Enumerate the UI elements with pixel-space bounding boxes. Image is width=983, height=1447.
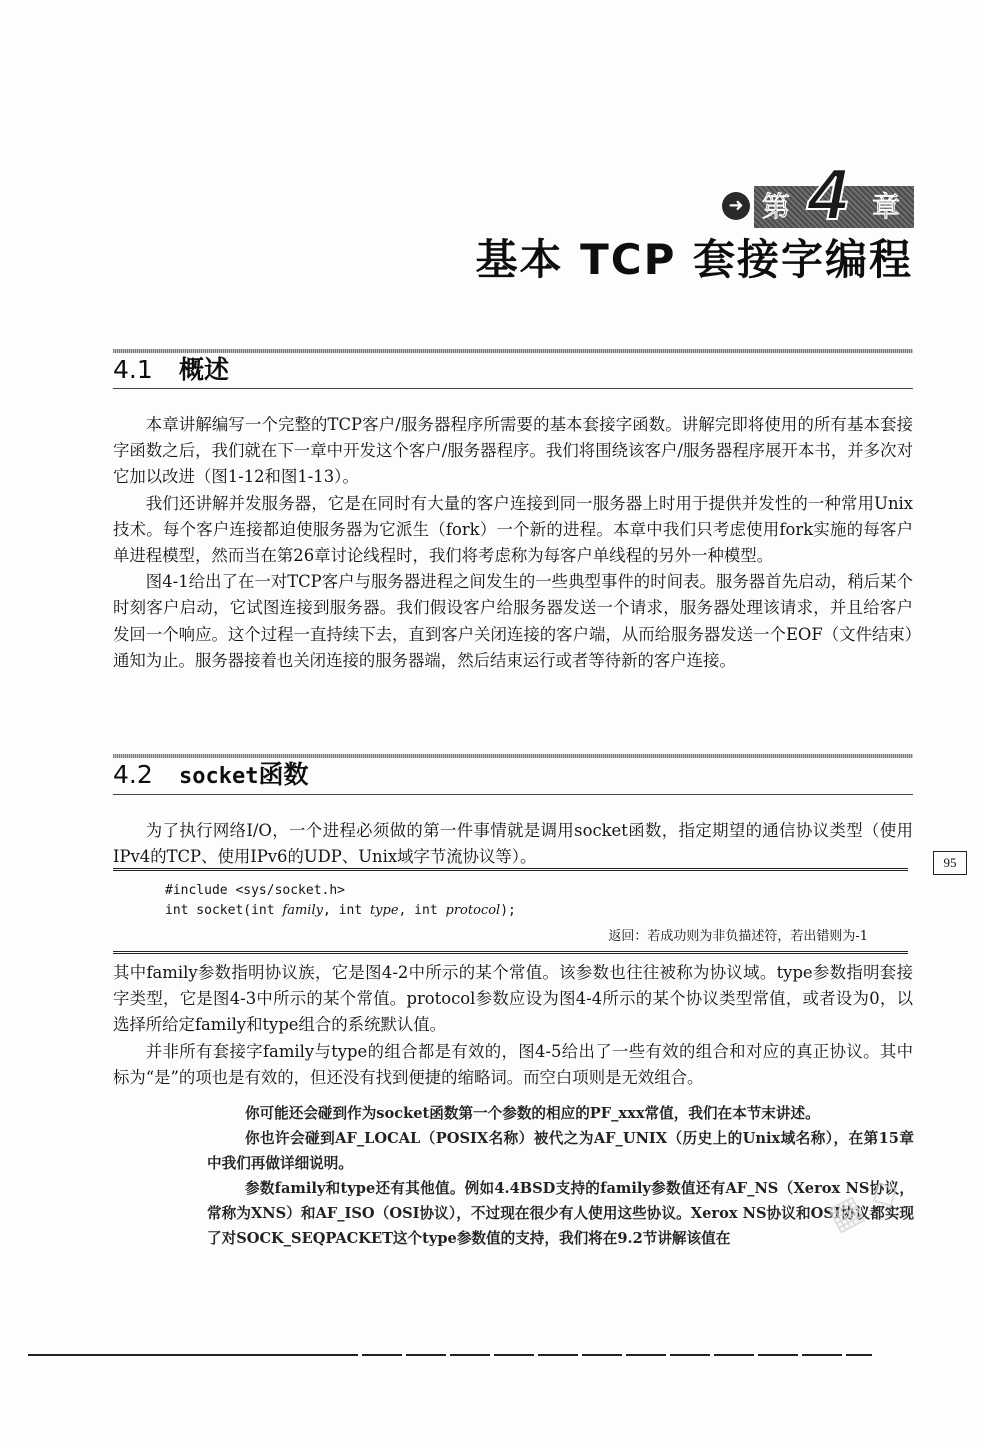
section-title: 函数 bbox=[258, 760, 309, 789]
paragraph: 我们还讲解并发服务器，它是在同时有大量的客户连接到同一服务器上时用于提供并发性的一种常用Unix技术。每个客户连接都迫使服务器为它派生（fork）一个新的进程。本章中我们只考虑使用fork实施的每客户单进程模型，然而当在第26章讨论线程时，我们将考虑称为每客户单线程的另外一种模型。 bbox=[113, 493, 913, 566]
section-number: 4.1 bbox=[113, 355, 153, 384]
section-number: 4.2 bbox=[113, 760, 153, 789]
section-underline bbox=[113, 794, 913, 795]
footer-rule bbox=[28, 1354, 358, 1356]
watermark-stamp: ▦ ◇ bbox=[820, 1168, 906, 1240]
paragraph: 本章讲解编写一个完整的TCP客户/服务器程序所需要的基本套接字函数。讲解完即将使用的所有基本套接字函数之后，我们就在下一章中开发这个客户/服务器程序。我们将围绕该客户/服务器程序展开本书，并多次对它加以改进（图1-12和图1-13）。 bbox=[113, 415, 913, 487]
code-signature: int socket(int family, int type, int protocol); bbox=[165, 903, 516, 918]
note-paragraph: 参数family和type还有其他值。例如4.4BSD支持的family参数值还有AF_NS（Xerox NS协议，常称为XNS）和AF_ISO（OSI协议），不过现在很少有人使用这些协议。Xerox NS协议和OSI协议都实现了对SOCK_SEQPACKET这个type参数值的支持，我们将在9.2节讲解该值在 bbox=[207, 1180, 914, 1247]
section-rule bbox=[113, 754, 913, 758]
paragraph: 并非所有套接字family与type的组合都是有效的，图4-5给出了一些有效的组合和对应的真正协议。其中标为“是”的项也是有效的，但还没有找到便捷的缩略词。而空白项则是无效组合。 bbox=[113, 1041, 913, 1087]
footer-rule bbox=[362, 1354, 872, 1356]
intro-paragraph bbox=[113, 818, 913, 870]
paragraph: 其中family参数指明协议族，它是图4-2中所示的某个常值。该参数也往往被称为协议域。type参数指明套接字类型，它是图4-3中所示的某个常值。protocol参数应设为图4-4所示的某个协议类型常值，或者设为0，以选择所给定family和type组合的系统默认值。 bbox=[113, 963, 913, 1035]
section-heading bbox=[113, 354, 229, 386]
note-paragraph: 你也许会碰到AF_LOCAL（POSIX名称）被代之为AF_UNIX（历史上的Unix域名称），在第15章中我们再做详细说明。 bbox=[207, 1130, 914, 1172]
arrow-icon: ➜ bbox=[722, 192, 750, 220]
section-title: 概述 bbox=[179, 355, 230, 384]
chapter-number: 4 bbox=[808, 155, 849, 235]
chapter-label-post: 章 bbox=[872, 190, 901, 223]
code-returns: 返回：若成功则为非负描述符，若出错则为-1 bbox=[608, 929, 868, 944]
chapter-title: 基本 TCP 套接字编程 bbox=[475, 235, 913, 284]
chapter-label-box bbox=[754, 155, 914, 235]
code-box bbox=[113, 868, 908, 954]
body-after-code bbox=[113, 960, 913, 1091]
section-underline bbox=[113, 388, 913, 389]
code-include: #include <sys/socket.h> bbox=[165, 883, 346, 898]
page-number: 95 bbox=[933, 851, 967, 875]
section-heading bbox=[113, 759, 309, 793]
chapter-tag bbox=[722, 155, 914, 235]
section-rule bbox=[113, 349, 913, 353]
chapter-label-pre: 第 bbox=[762, 190, 791, 223]
paragraph: 图4-1给出了在一对TCP客户与服务器进程之间发生的一些典型事件的时间表。服务器首先启动，稍后某个时刻客户启动，它试图连接到服务器。我们假设客户给服务器发送一个请求，服务器处理该请求，并且给客户发回一个响应。这个过程一直持续下去，直到客户关闭连接的客户端，从而给服务器发送一个EOF（文件结束）通知为止。服务器接着也关闭连接的服务器端，然后结束运行或者等待新的客户连接。 bbox=[113, 572, 913, 670]
note-paragraph: 你可能还会碰到作为socket函数第一个参数的相应的PF_xxx常值，我们在本节末讲述。 bbox=[244, 1105, 820, 1122]
section-body bbox=[113, 412, 913, 674]
paragraph: 为了执行网络I/O，一个进程必须做的第一件事情就是调用socket函数，指定期望的通信协议类型（使用IPv4的TCP、使用IPv6的UDP、Unix域字节流协议等）。 bbox=[113, 821, 913, 867]
section-title-code: socket bbox=[179, 764, 259, 789]
